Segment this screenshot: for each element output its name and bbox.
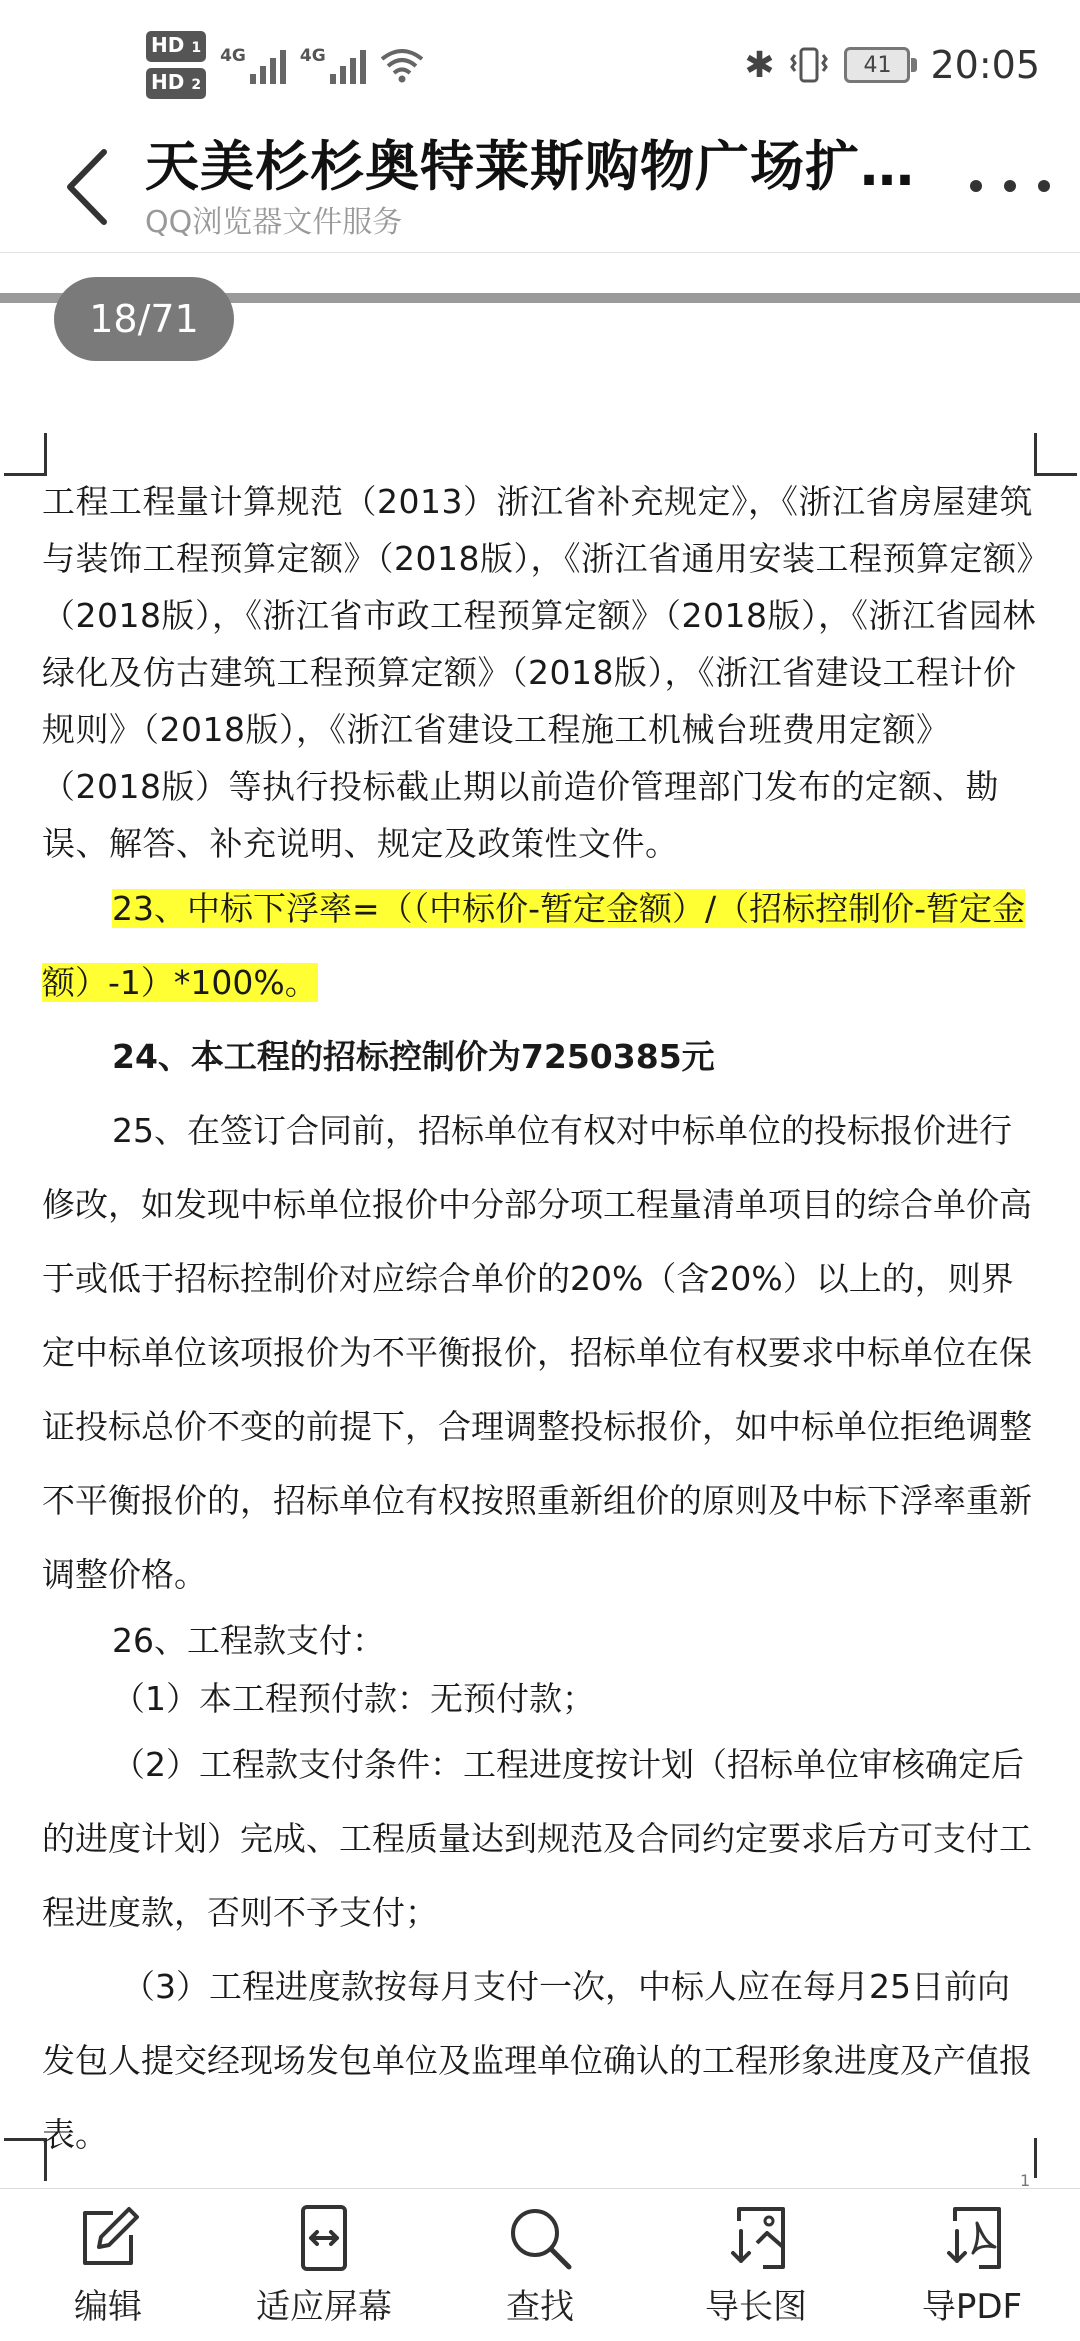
export-image-label: 导长图 <box>705 2286 807 2327</box>
sim1-hd-badge <box>146 31 206 62</box>
wifi-icon <box>380 43 424 87</box>
title-bar <box>0 130 1080 253</box>
page-corner-mark <box>1034 433 1077 476</box>
search-icon <box>505 2203 575 2273</box>
export-pdf-label: 导PDF <box>921 2286 1023 2327</box>
battery-icon <box>844 47 910 83</box>
sim1-hd-text: HD <box>151 33 185 57</box>
network-type-2: 4G <box>299 46 326 66</box>
more-dots-icon[interactable] <box>970 166 1050 206</box>
sim2-hd-badge <box>146 68 206 99</box>
paragraph-item-24: 24、本工程的招标控制价为7250385元 <box>112 1037 715 1076</box>
paragraph-item-26-2: （2）工程款支付条件：工程进度按计划（招标单位审核确定后的进度计划）完成、工程质量达到规范及合同约定要求后方可支付工程进度款，否则不予支付； <box>42 1745 1032 1932</box>
page-corner-mark <box>4 433 47 476</box>
bluetooth-icon: ✱ <box>744 44 775 86</box>
edit-label: 编辑 <box>74 2286 142 2327</box>
signal-bars-2-icon <box>330 46 366 84</box>
export-image-button[interactable] <box>656 2195 856 2335</box>
signal-2 <box>300 46 366 84</box>
sim-indicators <box>146 31 206 99</box>
paragraph-item-26: 26、工程款支付： <box>112 1621 385 1660</box>
paragraph-item-23 <box>42 872 1042 1020</box>
vibrate-icon <box>788 43 830 87</box>
paragraph-item-25: 25、在签订合同前，招标单位有权对中标单位的投标报价进行修改，如发现中标单位报价中分部分项工程量清单项目的综合单价高于或低于招标控制价对应综合单价的20%（含20%）以上的，则界定中标单位该项报价为不平衡报价，招标单位有权要求中标单位在保证投标总价不变的前提下，合理调整投标报价，如中标单位拒绝调整不平衡报价的，招标单位有权按照重新组价的原则及中标下浮率重新调整价格。 <box>42 1111 1032 1594</box>
sim1-slot: 1 <box>191 40 202 56</box>
status-right <box>744 40 1040 90</box>
page-footer-number: 1 <box>1020 2171 1031 2188</box>
bottom-toolbar <box>0 2188 1080 2341</box>
export-pdf-icon <box>937 2203 1007 2273</box>
search-button[interactable] <box>440 2195 640 2335</box>
edit-icon <box>73 2203 143 2273</box>
battery-level: 41 <box>863 52 892 78</box>
fit-screen-icon <box>289 2203 359 2273</box>
sim2-hd-text: HD <box>151 70 185 94</box>
signal-1 <box>220 46 286 84</box>
status-left <box>146 30 424 100</box>
paragraph-item-26-1: （1）本工程预付款：无预付款； <box>112 1679 595 1718</box>
highlighted-text: 23、中标下浮率=（（中标价-暂定金额）/（招标控制价-暂定金额）-1）*100%。 <box>42 889 1026 1002</box>
network-type-1: 4G <box>220 46 246 66</box>
export-image-icon <box>721 2203 791 2273</box>
fit-screen-button[interactable] <box>224 2195 424 2335</box>
signal-bars-1-icon <box>250 46 286 84</box>
clock: 20:05 <box>930 43 1040 87</box>
fit-screen-label: 适应屏幕 <box>256 2286 392 2327</box>
paragraph-item-26-3: （3）工程进度款按每月支付一次，中标人应在每月25日前向发包人提交经现场发包单位及监理单位确认的工程形象进度及产值报表。 <box>42 1967 1032 2154</box>
document-viewer[interactable] <box>0 253 1080 2188</box>
document-source: QQ浏览器文件服务 <box>145 205 403 240</box>
back-arrow-icon[interactable] <box>62 142 112 232</box>
export-pdf-button[interactable] <box>872 2195 1072 2335</box>
sim2-slot: 2 <box>191 77 202 93</box>
status-bar <box>0 0 1080 130</box>
page-corner-mark <box>4 2138 47 2181</box>
edit-button[interactable] <box>8 2195 208 2335</box>
paragraph-intro: 工程工程量计算规范（2013）浙江省补充规定》，《浙江省房屋建筑与装饰工程预算定额》（2018版），《浙江省通用安装工程预算定额》（2018版），《浙江省市政工程预算定额》（2018版），《浙江省园林绿化及仿古建筑工程预算定额》（2018版），《浙江省建设工程计价规则》（2018版），《浙江省建设工程施工机械台班费用定额》（2018版）等执行投标截止期以前造价管理部门发布的定额、勘误、解答、补充说明、规定及政策性文件。 <box>42 482 1036 863</box>
search-label: 查找 <box>506 2286 574 2327</box>
document-title: 天美杉杉奥特莱斯购物广场扩… <box>145 135 915 198</box>
page-indicator: 18/71 <box>54 277 234 361</box>
document-page-content <box>42 473 1042 2172</box>
